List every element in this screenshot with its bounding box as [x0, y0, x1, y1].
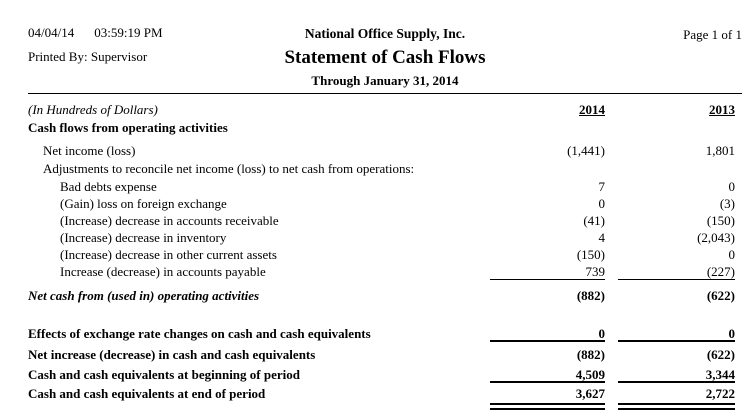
value-2013: 1,801: [705, 143, 735, 158]
column-header-2013: 2013: [709, 102, 735, 117]
value-2014: 739: [490, 263, 605, 280]
value-2013: (622): [706, 347, 735, 362]
value-2014: 7: [598, 179, 605, 194]
value-2013: 2,722: [705, 386, 735, 401]
report-header: [0, 0, 747, 93]
value-2013: (622): [706, 288, 735, 303]
value-2013: 3,344: [618, 366, 735, 383]
column-header-2014: 2014: [579, 102, 605, 117]
row-inventory: [28, 229, 735, 246]
page-indicator: Page 1 of 1: [683, 27, 742, 42]
row-other-current-assets: [28, 246, 735, 263]
value-2014: 4,509: [490, 366, 605, 383]
double-rule-2013: [618, 403, 735, 410]
value-2013: 0: [728, 247, 735, 262]
report-title: Statement of Cash Flows: [284, 47, 486, 68]
row-accounts-receivable: [28, 212, 735, 229]
company-name: National Office Supply, Inc.: [304, 26, 466, 41]
row-label: (Gain) loss on foreign exchange: [60, 196, 227, 211]
row-label: Adjustments to reconcile net income (loss) to net cash from operations:: [43, 161, 415, 176]
value-2014: (41): [583, 213, 605, 228]
value-2013: [618, 160, 735, 178]
units-note: (In Hundreds of Dollars): [28, 102, 158, 117]
report-title-block: [28, 26, 742, 88]
row-net-increase-cash: [28, 346, 735, 364]
row-label: Cash and cash equivalents at end of period: [28, 386, 266, 401]
row-net-income: [28, 142, 735, 160]
print-date: 04/04/14: [28, 25, 75, 40]
double-rule-2014: [490, 403, 605, 410]
row-label: Net income (loss): [43, 143, 136, 158]
printed-by: Printed By: Supervisor: [28, 49, 148, 64]
column-header-row: [28, 101, 735, 119]
cash-flow-table: [28, 94, 735, 410]
row-net-cash-operating: [28, 287, 735, 305]
row-label: (Increase) decrease in accounts receivable: [60, 213, 279, 228]
closing-double-rule: [28, 403, 735, 410]
row-label: Cash flows from operating activities: [28, 120, 228, 135]
row-foreign-exchange: [28, 195, 735, 212]
row-label: (Increase) decrease in inventory: [60, 230, 227, 245]
row-exchange-rate-effects: [28, 325, 735, 342]
row-label: Effects of exchange rate changes on cash and cash equivalents: [28, 326, 371, 341]
value-2014: 0: [598, 196, 605, 211]
row-label: Net increase (decrease) in cash and cash equivalents: [28, 347, 316, 362]
row-label: Net cash from (used in) operating activities: [28, 288, 260, 303]
report-period: Through January 31, 2014: [311, 73, 459, 88]
value-2013: (227): [618, 263, 735, 280]
value-2014: (1,441): [567, 143, 605, 158]
row-bad-debts-expense: [28, 178, 735, 195]
print-time: 03:59:19 PM: [94, 25, 163, 40]
row-label: Bad debts expense: [60, 179, 157, 194]
value-2014: (882): [576, 288, 605, 303]
value-2013: [618, 119, 735, 137]
value-2014: (882): [576, 347, 605, 362]
value-2013: (150): [706, 213, 735, 228]
row-label: (Increase) decrease in other current assets: [60, 247, 277, 262]
row-label: Increase (decrease) in accounts payable: [60, 264, 266, 279]
value-2014: 3,627: [575, 386, 605, 401]
row-adjustments-heading: [28, 160, 735, 178]
value-2013: (2,043): [697, 230, 735, 245]
value-2014: (150): [576, 247, 605, 262]
value-2014: 0: [490, 325, 605, 342]
value-2013: (3): [719, 196, 735, 211]
value-2014: 4: [598, 230, 605, 245]
value-2013: 0: [618, 325, 735, 342]
row-cash-end-period: [28, 385, 735, 402]
row-label: Cash and cash equivalents at beginning of period: [28, 367, 300, 382]
row-accounts-payable: [28, 263, 735, 280]
value-2014: [490, 160, 605, 178]
value-2014: [490, 119, 605, 137]
row-cash-beginning-period: [28, 366, 735, 383]
row-operating-activities-section: [28, 119, 735, 137]
value-2013: 0: [728, 179, 735, 194]
